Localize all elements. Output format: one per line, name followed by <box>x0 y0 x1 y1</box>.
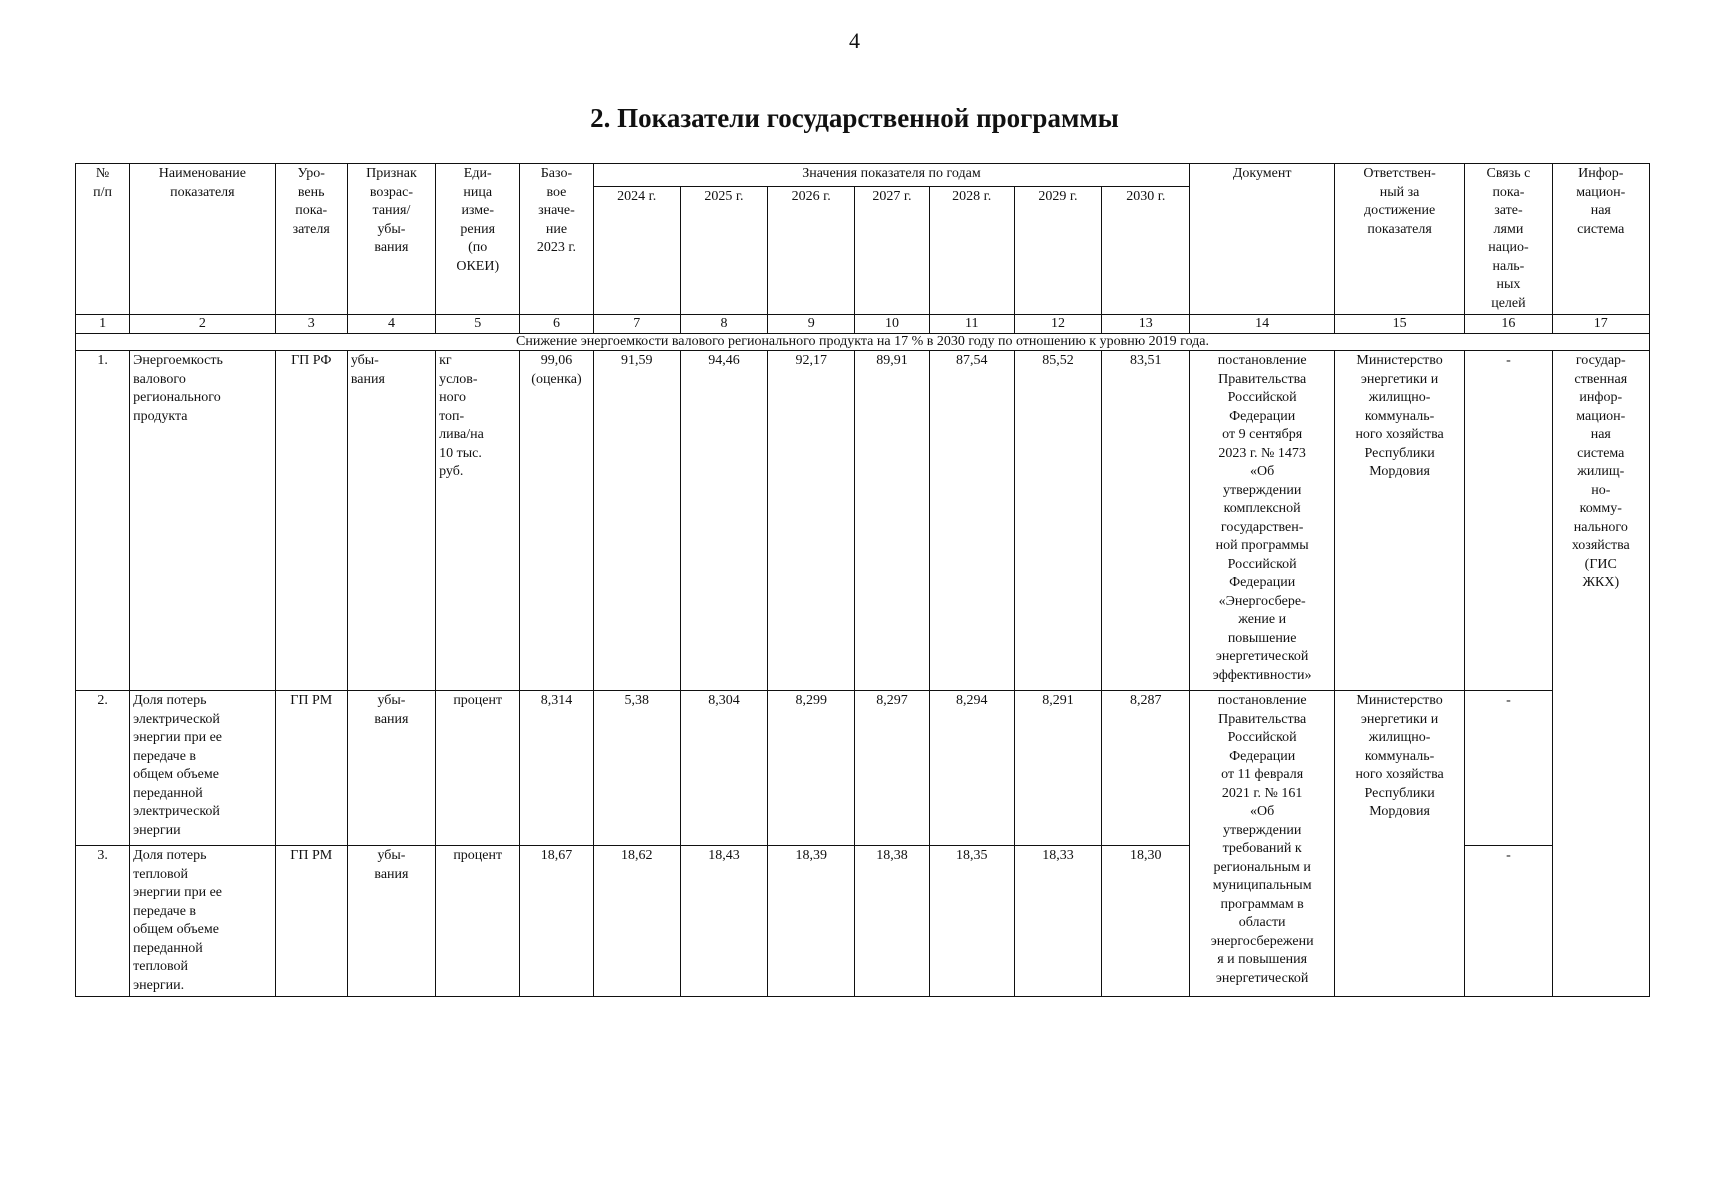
header-year: 2024 г. <box>593 187 680 315</box>
indicator-unit: процент <box>436 846 520 997</box>
header-year: 2030 г. <box>1102 187 1190 315</box>
row-number: 1. <box>76 351 130 691</box>
column-number: 12 <box>1014 315 1101 334</box>
year-value: 94,46 <box>680 351 767 691</box>
indicator-unit: процент <box>436 691 520 846</box>
column-number: 10 <box>855 315 929 334</box>
indicator-trend: убы- вания <box>347 846 435 997</box>
column-number: 13 <box>1102 315 1190 334</box>
national-goals-link: - <box>1465 846 1552 997</box>
header-responsible: Ответствен- ный за достижение показателя <box>1334 164 1464 315</box>
page-number: 4 <box>849 28 860 53</box>
year-value: 8,287 <box>1102 691 1190 846</box>
header-trend: Признак возрас- тания/ убы- вания <box>347 164 435 315</box>
year-value: 18,62 <box>593 846 680 997</box>
info-system-text: государ- ственная инфор- мацион- ная система жилищ- но- комму- нального хозяйства (ГИС ЖКХ) <box>1552 351 1649 997</box>
column-number-row <box>76 315 1650 334</box>
column-number: 4 <box>347 315 435 334</box>
header-info-system: Инфор- мацион- ная система <box>1552 164 1649 315</box>
year-value: 18,30 <box>1102 846 1190 997</box>
year-value: 91,59 <box>593 351 680 691</box>
year-value: 18,43 <box>680 846 767 997</box>
row-number: 2. <box>76 691 130 846</box>
header-base: Базо- вое значе- ние 2023 г. <box>520 164 593 315</box>
base-value: 99,06 (оценка) <box>520 351 593 691</box>
header-year: 2028 г. <box>929 187 1014 315</box>
column-number: 15 <box>1334 315 1464 334</box>
year-value: 8,294 <box>929 691 1014 846</box>
year-value: 8,291 <box>1014 691 1101 846</box>
header-year: 2026 г. <box>768 187 855 315</box>
page-title: 2. Показатели государственной программы <box>590 103 1119 133</box>
column-number: 14 <box>1190 315 1334 334</box>
document-text: постановление Правительства Российской Федерации от 11 февраля 2021 г. № 161 «Об утверждении требований к региональным и муниципальным программам в области энергосбережени я и повышения энергетической <box>1190 691 1334 997</box>
header-name: Наименование показателя <box>130 164 275 315</box>
column-number: 1 <box>76 315 130 334</box>
national-goals-link: - <box>1465 351 1552 691</box>
document-text: постановление Правительства Российской Федерации от 9 сентября 2023 г. № 1473 «Об утверждении комплексной государствен- ной программы Российской Федерации «Энергосбере- жение и повышение энергетической эффективности» <box>1190 351 1334 691</box>
column-number: 7 <box>593 315 680 334</box>
year-value: 18,39 <box>768 846 855 997</box>
header-year: 2029 г. <box>1014 187 1101 315</box>
national-goals-link: - <box>1465 691 1552 846</box>
indicator-name: Энергоемкость валового регионального продукта <box>130 351 275 691</box>
indicator-trend: убы- вания <box>347 351 435 691</box>
column-number: 6 <box>520 315 593 334</box>
year-value: 85,52 <box>1014 351 1101 691</box>
header-year: 2027 г. <box>855 187 929 315</box>
indicator-level: ГП РМ <box>275 691 347 846</box>
column-number: 11 <box>929 315 1014 334</box>
header-years-group: Значения показателя по годам <box>593 164 1190 187</box>
column-number: 8 <box>680 315 767 334</box>
year-value: 87,54 <box>929 351 1014 691</box>
row-number: 3. <box>76 846 130 997</box>
column-number: 17 <box>1552 315 1649 334</box>
base-value: 18,67 <box>520 846 593 997</box>
header-link: Связь с пока- зате- лями нацио- наль- ных целей <box>1465 164 1552 315</box>
year-value: 18,33 <box>1014 846 1101 997</box>
header-unit: Еди- ница изме- рения (по ОКЕИ) <box>436 164 520 315</box>
year-value: 89,91 <box>855 351 929 691</box>
year-value: 18,38 <box>855 846 929 997</box>
column-number: 2 <box>130 315 275 334</box>
base-value: 8,314 <box>520 691 593 846</box>
column-number: 5 <box>436 315 520 334</box>
header-document: Документ <box>1190 164 1334 315</box>
indicator-level: ГП РМ <box>275 846 347 997</box>
year-value: 83,51 <box>1102 351 1190 691</box>
indicator-unit: кг услов- ного топ- лива/на 10 тыс. руб. <box>436 351 520 691</box>
table-row <box>76 691 1650 846</box>
year-value: 8,297 <box>855 691 929 846</box>
indicator-name: Доля потерь электрической энергии при ее передаче в общем объеме переданной электрической энергии <box>130 691 275 846</box>
year-value: 18,35 <box>929 846 1014 997</box>
year-value: 5,38 <box>593 691 680 846</box>
table-row <box>76 351 1650 691</box>
year-value: 8,304 <box>680 691 767 846</box>
goal-row <box>76 334 1650 351</box>
header-no: № п/п <box>76 164 130 315</box>
responsible-text: Министерство энергетики и жилищно- коммуналь- ного хозяйства Республики Мордовия <box>1334 691 1464 997</box>
indicators-table <box>75 163 1650 997</box>
header-year: 2025 г. <box>680 187 767 315</box>
column-number: 16 <box>1465 315 1552 334</box>
year-value: 92,17 <box>768 351 855 691</box>
column-number: 3 <box>275 315 347 334</box>
responsible-text: Министерство энергетики и жилищно- коммуналь- ного хозяйства Республики Мордовия <box>1334 351 1464 691</box>
indicator-level: ГП РФ <box>275 351 347 691</box>
goal-text: Снижение энергоемкости валового регионального продукта на 17 % в 2030 году по отношению к уровню 2019 года. <box>76 334 1650 351</box>
year-value: 8,299 <box>768 691 855 846</box>
header-level: Уро- вень пока- зателя <box>275 164 347 315</box>
indicator-trend: убы- вания <box>347 691 435 846</box>
header-row <box>76 164 1650 187</box>
column-number: 9 <box>768 315 855 334</box>
indicator-name: Доля потерь тепловой энергии при ее передаче в общем объеме переданной тепловой энергии. <box>130 846 275 997</box>
